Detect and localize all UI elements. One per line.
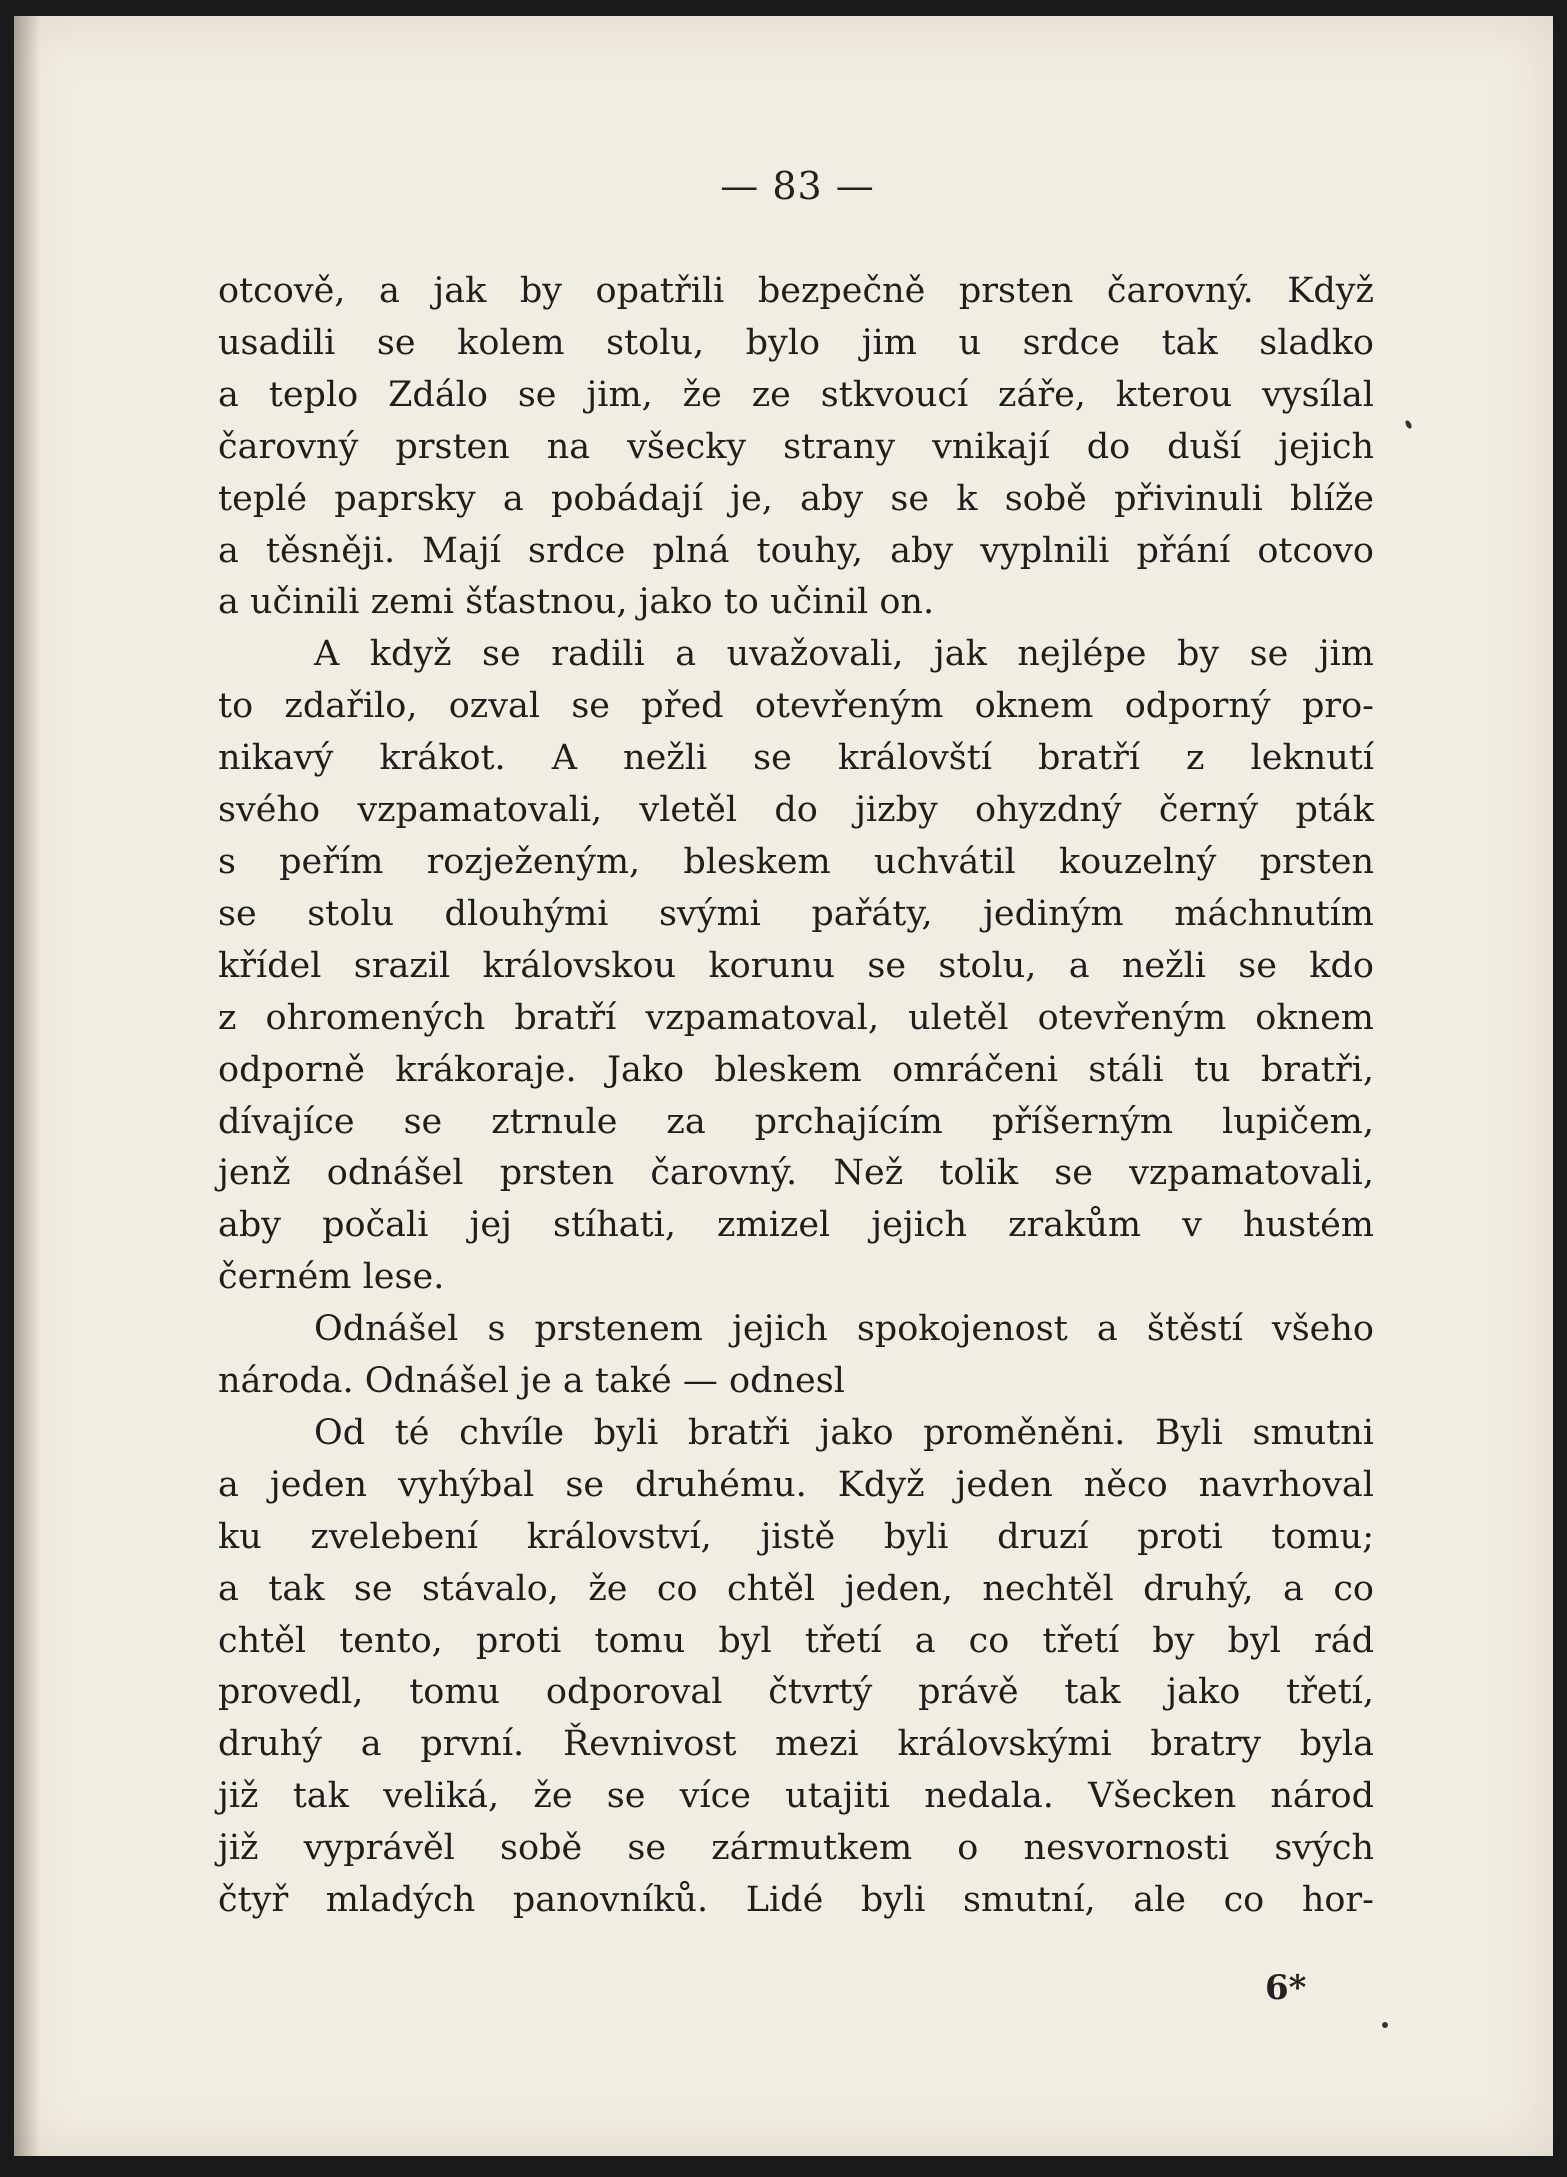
text-line: a jeden vyhýbal se druhému. Když jeden něco navrhoval — [218, 1464, 1374, 1505]
paragraph-1 — [218, 266, 1374, 629]
text-line: aby počali jej stíhati, zmizel jejich zrakům v hustém — [218, 1205, 1374, 1246]
text-line: svého vzpamatovali, vletěl do jizby ohyzdný černý pták — [218, 790, 1374, 831]
text-line: se stolu dlouhými svými pařáty, jediným máchnutím — [218, 893, 1374, 934]
text-line: chtěl tento, proti tomu byl třetí a co třetí by byl rád — [218, 1620, 1374, 1661]
text-line: Od té chvíle byli bratři jako proměněni. Byli smutni — [314, 1412, 1374, 1453]
ink-speck — [1382, 2022, 1388, 2028]
text-line: to zdařilo, ozval se před otevřeným oknem odporný pro- — [218, 686, 1374, 727]
text-line: usadili se kolem stolu, bylo jim u srdce tak sladko — [218, 322, 1374, 363]
paper-page — [14, 16, 1553, 2156]
text-line: z ohromených bratří vzpamatoval, uletěl otevřeným oknem — [218, 997, 1374, 1038]
text-line: odporně krákoraje. Jako bleskem omráčeni stáli tu bratři, — [218, 1049, 1374, 1090]
text-line: Odnášel s prstenem jejich spokojenost a štěstí všeho — [314, 1309, 1374, 1350]
text-line: již tak veliká, že se více utajiti nedala. Všecken národ — [218, 1776, 1374, 1817]
text-line: otcově, a jak by opatřili bezpečně prsten čarovný. Když — [218, 271, 1374, 311]
ink-speck — [1404, 419, 1413, 429]
text-line: dívajíce se ztrnule za prchajícím příšerným lupičem, — [218, 1101, 1374, 1142]
text-line: a teplo Zdálo se jim, že ze stkvoucí záře, kterou vysílal — [218, 374, 1374, 415]
text-line: již vyprávěl sobě se zármutkem o nesvornosti svých — [218, 1828, 1374, 1869]
paragraph-3 — [218, 1304, 1374, 1408]
text-line: s peřím rozježeným, bleskem uchvátil kouzelný prsten — [218, 841, 1374, 882]
body-text — [218, 266, 1374, 1927]
text-line: a učinili zemi šťastnou, jako to učinil on. — [218, 582, 935, 623]
text-line: a tak se stávalo, že co chtěl jeden, nechtěl druhý, a co — [218, 1568, 1374, 1609]
text-line: černém lese. — [218, 1257, 445, 1298]
text-line: nikavý krákot. A nežli se královští bratří z leknutí — [218, 738, 1374, 779]
text-line: jenž odnášel prsten čarovný. Než tolik se vzpamatovali, — [218, 1153, 1374, 1194]
text-line: křídel srazil královskou korunu se stolu, a nežli se kdo — [218, 945, 1374, 986]
printer-signature-mark: 6* — [1265, 1968, 1307, 2008]
text-line: čtyř mladých panovníků. Lidé byli smutní, ale co hor- — [218, 1880, 1374, 1921]
spine-shadow — [14, 16, 40, 2156]
text-line: národa. Odnášel je a také — odnesl — [218, 1361, 845, 1402]
paragraph-4 — [218, 1408, 1374, 1927]
text-line: A když se radili a uvažovali, jak nejlépe by se jim — [314, 634, 1374, 675]
text-line: čarovný prsten na všecky strany vnikají do duší jejich — [218, 426, 1374, 467]
text-line: a těsněji. Mají srdce plná touhy, aby vyplnili přání otcovo — [218, 530, 1374, 571]
text-line: druhý a první. Řevnivost mezi královskými bratry byla — [218, 1724, 1374, 1765]
text-line: provedl, tomu odporoval čtvrtý právě tak jako třetí, — [218, 1672, 1374, 1713]
text-line: teplé paprsky a pobádají je, aby se k sobě přivinuli blíže — [218, 478, 1374, 519]
text-line: ku zvelebení království, jistě byli druzí proti tomu; — [218, 1516, 1374, 1557]
page-number: — 83 — — [720, 164, 875, 208]
paragraph-2 — [218, 629, 1374, 1304]
